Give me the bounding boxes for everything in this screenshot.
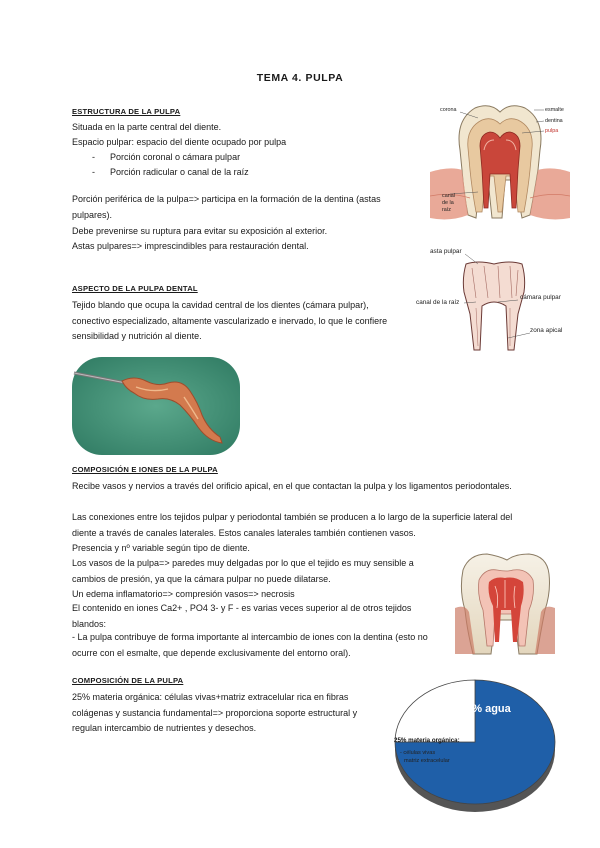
text-line: Un edema inflamatorio=> compresión vasos=> necrosis <box>72 589 295 599</box>
label-canal: canal <box>442 193 455 199</box>
heading-aspecto: ASPECTO DE LA PULPA DENTAL <box>72 284 198 293</box>
pie-annotation: matriz extracelular <box>404 758 450 764</box>
text-paragraph: Los vasos de la pulpa=> paredes muy delgadas por lo que el tejido es muy sensible a cambios de presión, ya que la cámara pulpar no puede dilatarse. <box>72 558 414 584</box>
bullet-dash: - <box>92 152 95 162</box>
text-paragraph: - La pulpa contribuye de forma importante al intercambio de iones con la dentina (esto no ocurre con el esmalte, que depende exclusivamente del entorno oral). <box>72 632 428 658</box>
label-camara-pulpar: cámara pulpar <box>520 294 561 301</box>
text-paragraph: Porción periférica de la pulpa=> participa en la formación de la dentina (astas pulpares). <box>72 194 381 220</box>
page-title: TEMA 4. PULPA <box>256 72 344 84</box>
label-dentina: dentina <box>545 118 563 124</box>
heading-composicion: COMPOSICIÓN DE LA PULPA <box>72 676 184 685</box>
text-paragraph: Recibe vasos y nervios a través del orificio apical, en el que contactan la pulpa y los ligamentos periodontales. <box>72 481 512 491</box>
pie-label-agua: 75% agua <box>460 703 511 715</box>
pie-annotation: - células vivas <box>400 750 436 756</box>
label-de-la: de la <box>442 200 454 206</box>
label-pulpa: pulpa <box>545 128 559 134</box>
pulp-tissue-photo <box>72 357 240 455</box>
label-zona-apical: zona apical <box>530 327 563 334</box>
label-asta-pulpar: asta pulpar <box>430 248 462 255</box>
text-paragraph: 25% materia orgánica: células vivas+matriz extracelular rica en fibras colágenas y sustancia fundamental=> proporciona soporte estructural y regulan intercambio de nutrientes y desechos. <box>72 692 358 733</box>
text-line: Debe prevenirse su ruptura para evitar su exposición al exterior. <box>72 226 328 236</box>
label-raiz: raíz <box>442 207 451 213</box>
text-line: Presencia y nº variable según tipo de diente. <box>72 543 250 553</box>
pie-label-organica: 25% materia orgánica: <box>394 737 460 744</box>
text-paragraph: Las conexiones entre los tejidos pulpar y periodontal también se producen a lo largo de la superficie lateral del diente a través de canales laterales. Estos canales laterales también contienen vasos. <box>72 512 513 538</box>
label-canal-raiz: canal de la raíz <box>416 299 460 306</box>
bullet-dash: - <box>92 167 95 177</box>
bullet-item: Porción coronal o cámara pulpar <box>110 152 241 162</box>
text-line: Espacio pulpar: espacio del diente ocupado por pulpa <box>72 137 287 147</box>
label-esmalte: esmalte <box>545 107 564 113</box>
text-paragraph: Tejido blando que ocupa la cavidad central de los dientes (cámara pulpar), conectivo especializado, altamente vascularizado e inervado, lo que le confiere sensibilidad y nutrición al diente. <box>72 300 388 341</box>
composition-pie-chart <box>380 672 570 822</box>
tooth-cutaway-illustration <box>455 550 555 658</box>
text-line: Astas pulpares=> imprescindibles para restauración dental. <box>72 241 309 251</box>
text-paragraph: El contenido en iones Ca2+ , PO4 3- y F - es varias veces superior al de otros tejidos blandos: <box>72 603 412 629</box>
text-line: Situada en la parte central del diente. <box>72 122 222 132</box>
heading-composicion-iones: COMPOSICIÓN E IONES DE LA PULPA <box>72 465 218 474</box>
label-corona: corona <box>440 107 457 113</box>
bullet-item: Porción radicular o canal de la raíz <box>110 167 249 177</box>
heading-estructura: ESTRUCTURA DE LA PULPA <box>72 107 181 116</box>
